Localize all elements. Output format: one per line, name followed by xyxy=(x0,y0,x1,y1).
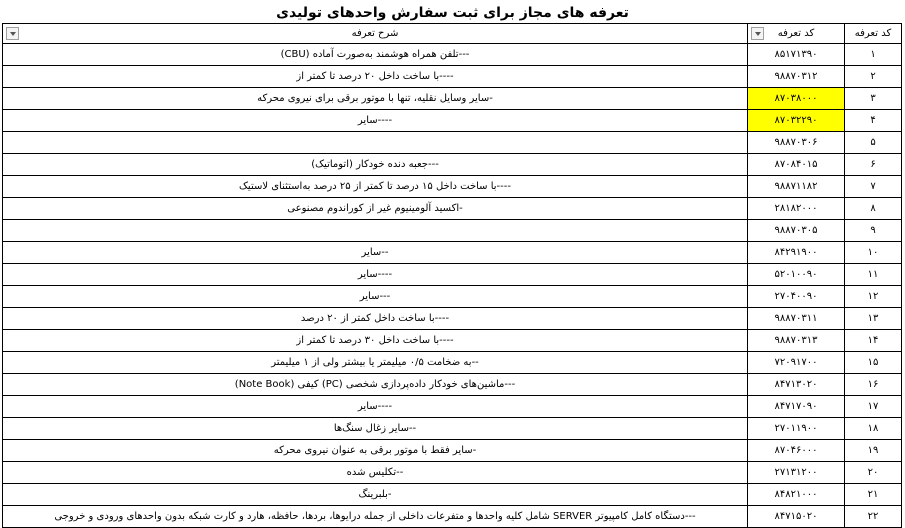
header-code-label: کد تعرفه xyxy=(777,28,815,39)
table-row xyxy=(3,66,902,88)
table-row xyxy=(3,418,902,440)
tariff-description-cell[interactable]: ----سایر xyxy=(3,264,748,286)
header-row xyxy=(3,24,902,44)
tariff-description-cell[interactable]: ----با ساخت داخل ۲۰ درصد تا کمتر از xyxy=(3,66,748,88)
row-number-cell[interactable]: ۴ xyxy=(845,110,902,132)
row-number-cell[interactable]: ۲۱ xyxy=(845,484,902,506)
row-number-cell[interactable]: ۱۴ xyxy=(845,330,902,352)
tariff-description-cell[interactable]: ----با ساخت داخل ۳۰ درصد تا کمتر از xyxy=(3,330,748,352)
tariff-code-cell[interactable]: ۸۷۰۴۶۰۰۰ xyxy=(748,440,845,462)
header-desc[interactable] xyxy=(3,24,748,44)
filter-dropdown-code-icon[interactable] xyxy=(751,27,764,40)
tariff-description-cell[interactable]: ----سایر xyxy=(3,396,748,418)
tariff-code-cell[interactable]: ۸۴۷۱۷۰۹۰ xyxy=(748,396,845,418)
tariff-code-cell[interactable]: ۸۷۰۳۸۰۰۰ xyxy=(748,88,845,110)
tariff-code-cell[interactable]: ۹۸۸۷۰۳۱۱ xyxy=(748,308,845,330)
tariff-description-cell[interactable]: ---ماشین‌های خودکار داده‌پردازی شخصی (PC) کیفی (Note Book) xyxy=(3,374,748,396)
header-desc-label: شرح تعرفه xyxy=(351,28,399,39)
row-number-cell[interactable]: ۸ xyxy=(845,198,902,220)
tariff-description-cell[interactable] xyxy=(3,132,748,154)
tariff-description-cell[interactable]: --سایر زغال سنگ‌ها xyxy=(3,418,748,440)
table-row xyxy=(3,308,902,330)
row-number-cell[interactable]: ۱۱ xyxy=(845,264,902,286)
tariff-code-cell[interactable]: ۷۲۰۹۱۷۰۰ xyxy=(748,352,845,374)
table-row xyxy=(3,484,902,506)
row-number-cell[interactable]: ۱۰ xyxy=(845,242,902,264)
tariff-code-cell[interactable]: ۲۷۰۴۰۰۹۰ xyxy=(748,286,845,308)
row-number-cell[interactable]: ۱۷ xyxy=(845,396,902,418)
table-row xyxy=(3,462,902,484)
tariff-description-cell[interactable]: -بلبرینگ xyxy=(3,484,748,506)
table-row xyxy=(3,330,902,352)
tariff-description-cell[interactable]: --تکلیس شده xyxy=(3,462,748,484)
table-row xyxy=(3,132,902,154)
row-number-cell[interactable]: ۳ xyxy=(845,88,902,110)
table-row xyxy=(3,220,902,242)
header-num[interactable]: کد تعرفه xyxy=(845,24,902,44)
tariff-description-cell[interactable]: ---دستگاه کامل کامپیوتر SERVER شامل کلیه واحدها و متفرعات داخلی از جمله درایوها، بردها، حافظه، هارد و کارت شبکه بدون واحدهای ورودی و خروجی xyxy=(3,506,748,528)
tariff-description-cell[interactable] xyxy=(3,220,748,242)
tariff-code-cell[interactable]: ۸۷۰۳۲۲۹۰ xyxy=(748,110,845,132)
tariff-code-cell[interactable]: ۸۴۷۱۳۰۲۰ xyxy=(748,374,845,396)
table-row xyxy=(3,198,902,220)
row-number-cell[interactable]: ۲۰ xyxy=(845,462,902,484)
tariff-description-cell[interactable]: ---سایر xyxy=(3,286,748,308)
row-number-cell[interactable]: ۲ xyxy=(845,66,902,88)
table-row xyxy=(3,396,902,418)
row-number-cell[interactable]: ۲۲ xyxy=(845,506,902,528)
tariff-code-cell[interactable]: ۹۸۸۷۱۱۸۲ xyxy=(748,176,845,198)
row-number-cell[interactable]: ۱۳ xyxy=(845,308,902,330)
tariff-code-cell[interactable]: ۹۸۸۷۰۳۱۲ xyxy=(748,66,845,88)
tariff-description-cell[interactable]: --سایر xyxy=(3,242,748,264)
row-number-cell[interactable]: ۱۸ xyxy=(845,418,902,440)
row-number-cell[interactable]: ۱۶ xyxy=(845,374,902,396)
table-row xyxy=(3,154,902,176)
tariff-code-cell[interactable]: ۵۲۰۱۰۰۹۰ xyxy=(748,264,845,286)
filter-dropdown-desc-icon[interactable] xyxy=(6,27,19,40)
row-number-cell[interactable]: ۱۲ xyxy=(845,286,902,308)
tariff-description-cell[interactable]: ---جعبه دنده خودکار (اتوماتیک) xyxy=(3,154,748,176)
tariff-description-cell[interactable]: ----با ساخت داخل کمتر از ۲۰ درصد xyxy=(3,308,748,330)
tariff-description-cell[interactable]: ----سایر xyxy=(3,110,748,132)
row-number-cell[interactable]: ۱۹ xyxy=(845,440,902,462)
tariff-code-cell[interactable]: ۲۸۱۸۲۰۰۰ xyxy=(748,198,845,220)
header-code[interactable] xyxy=(748,24,845,44)
table-row xyxy=(3,264,902,286)
tariff-description-cell[interactable]: -اکسید آلومینیوم غیر از کوراندوم مصنوعی xyxy=(3,198,748,220)
tariff-code-cell[interactable]: ۲۷۱۳۱۲۰۰ xyxy=(748,462,845,484)
tariff-description-cell[interactable]: ---تلفن همراه هوشمند به‌صورت آماده (CBU) xyxy=(3,44,748,66)
table-row xyxy=(3,374,902,396)
table-row xyxy=(3,352,902,374)
tariff-description-cell[interactable]: -سایر وسایل نقلیه، تنها با موتور برقی برای نیروی محرکه xyxy=(3,88,748,110)
tariff-code-cell[interactable]: ۸۴۲۹۱۹۰۰ xyxy=(748,242,845,264)
tariff-code-cell[interactable]: ۸۷۰۸۴۰۱۵ xyxy=(748,154,845,176)
tariff-code-cell[interactable]: ۸۵۱۷۱۳۹۰ xyxy=(748,44,845,66)
tariff-code-cell[interactable]: ۹۸۸۷۰۳۱۳ xyxy=(748,330,845,352)
row-number-cell[interactable]: ۹ xyxy=(845,220,902,242)
tariff-code-cell[interactable]: ۲۷۰۱۱۹۰۰ xyxy=(748,418,845,440)
tariff-description-cell[interactable]: -سایر فقط با موتور برقی به عنوان نیروی محرکه xyxy=(3,440,748,462)
tariff-description-cell[interactable]: ----با ساخت داخل ۱۵ درصد تا کمتر از ۲۵ درصد به‌استثنای لاستیک xyxy=(3,176,748,198)
row-number-cell[interactable]: ۱۵ xyxy=(845,352,902,374)
table-row xyxy=(3,88,902,110)
tariff-table xyxy=(2,23,902,528)
table-row xyxy=(3,440,902,462)
table-row xyxy=(3,44,902,66)
table-row xyxy=(3,242,902,264)
row-number-cell[interactable]: ۱ xyxy=(845,44,902,66)
row-number-cell[interactable]: ۵ xyxy=(845,132,902,154)
tariff-code-cell[interactable]: ۹۸۸۷۰۳۰۶ xyxy=(748,132,845,154)
sheet-title: تعرفه های مجاز برای ثبت سفارش واحدهای تولیدی xyxy=(276,5,629,21)
table-row xyxy=(3,286,902,308)
row-number-cell[interactable]: ۷ xyxy=(845,176,902,198)
table-row xyxy=(3,176,902,198)
tariff-code-cell[interactable]: ۹۸۸۷۰۳۰۵ xyxy=(748,220,845,242)
row-number-cell[interactable]: ۶ xyxy=(845,154,902,176)
tariff-code-cell[interactable]: ۸۴۷۱۵۰۲۰ xyxy=(748,506,845,528)
table-row xyxy=(3,110,902,132)
tariff-code-cell[interactable]: ۸۴۸۲۱۰۰۰ xyxy=(748,484,845,506)
tariff-description-cell[interactable]: --به ضخامت ۰/۵ میلیمتر یا بیشتر ولی از ۱ میلیمتر xyxy=(3,352,748,374)
